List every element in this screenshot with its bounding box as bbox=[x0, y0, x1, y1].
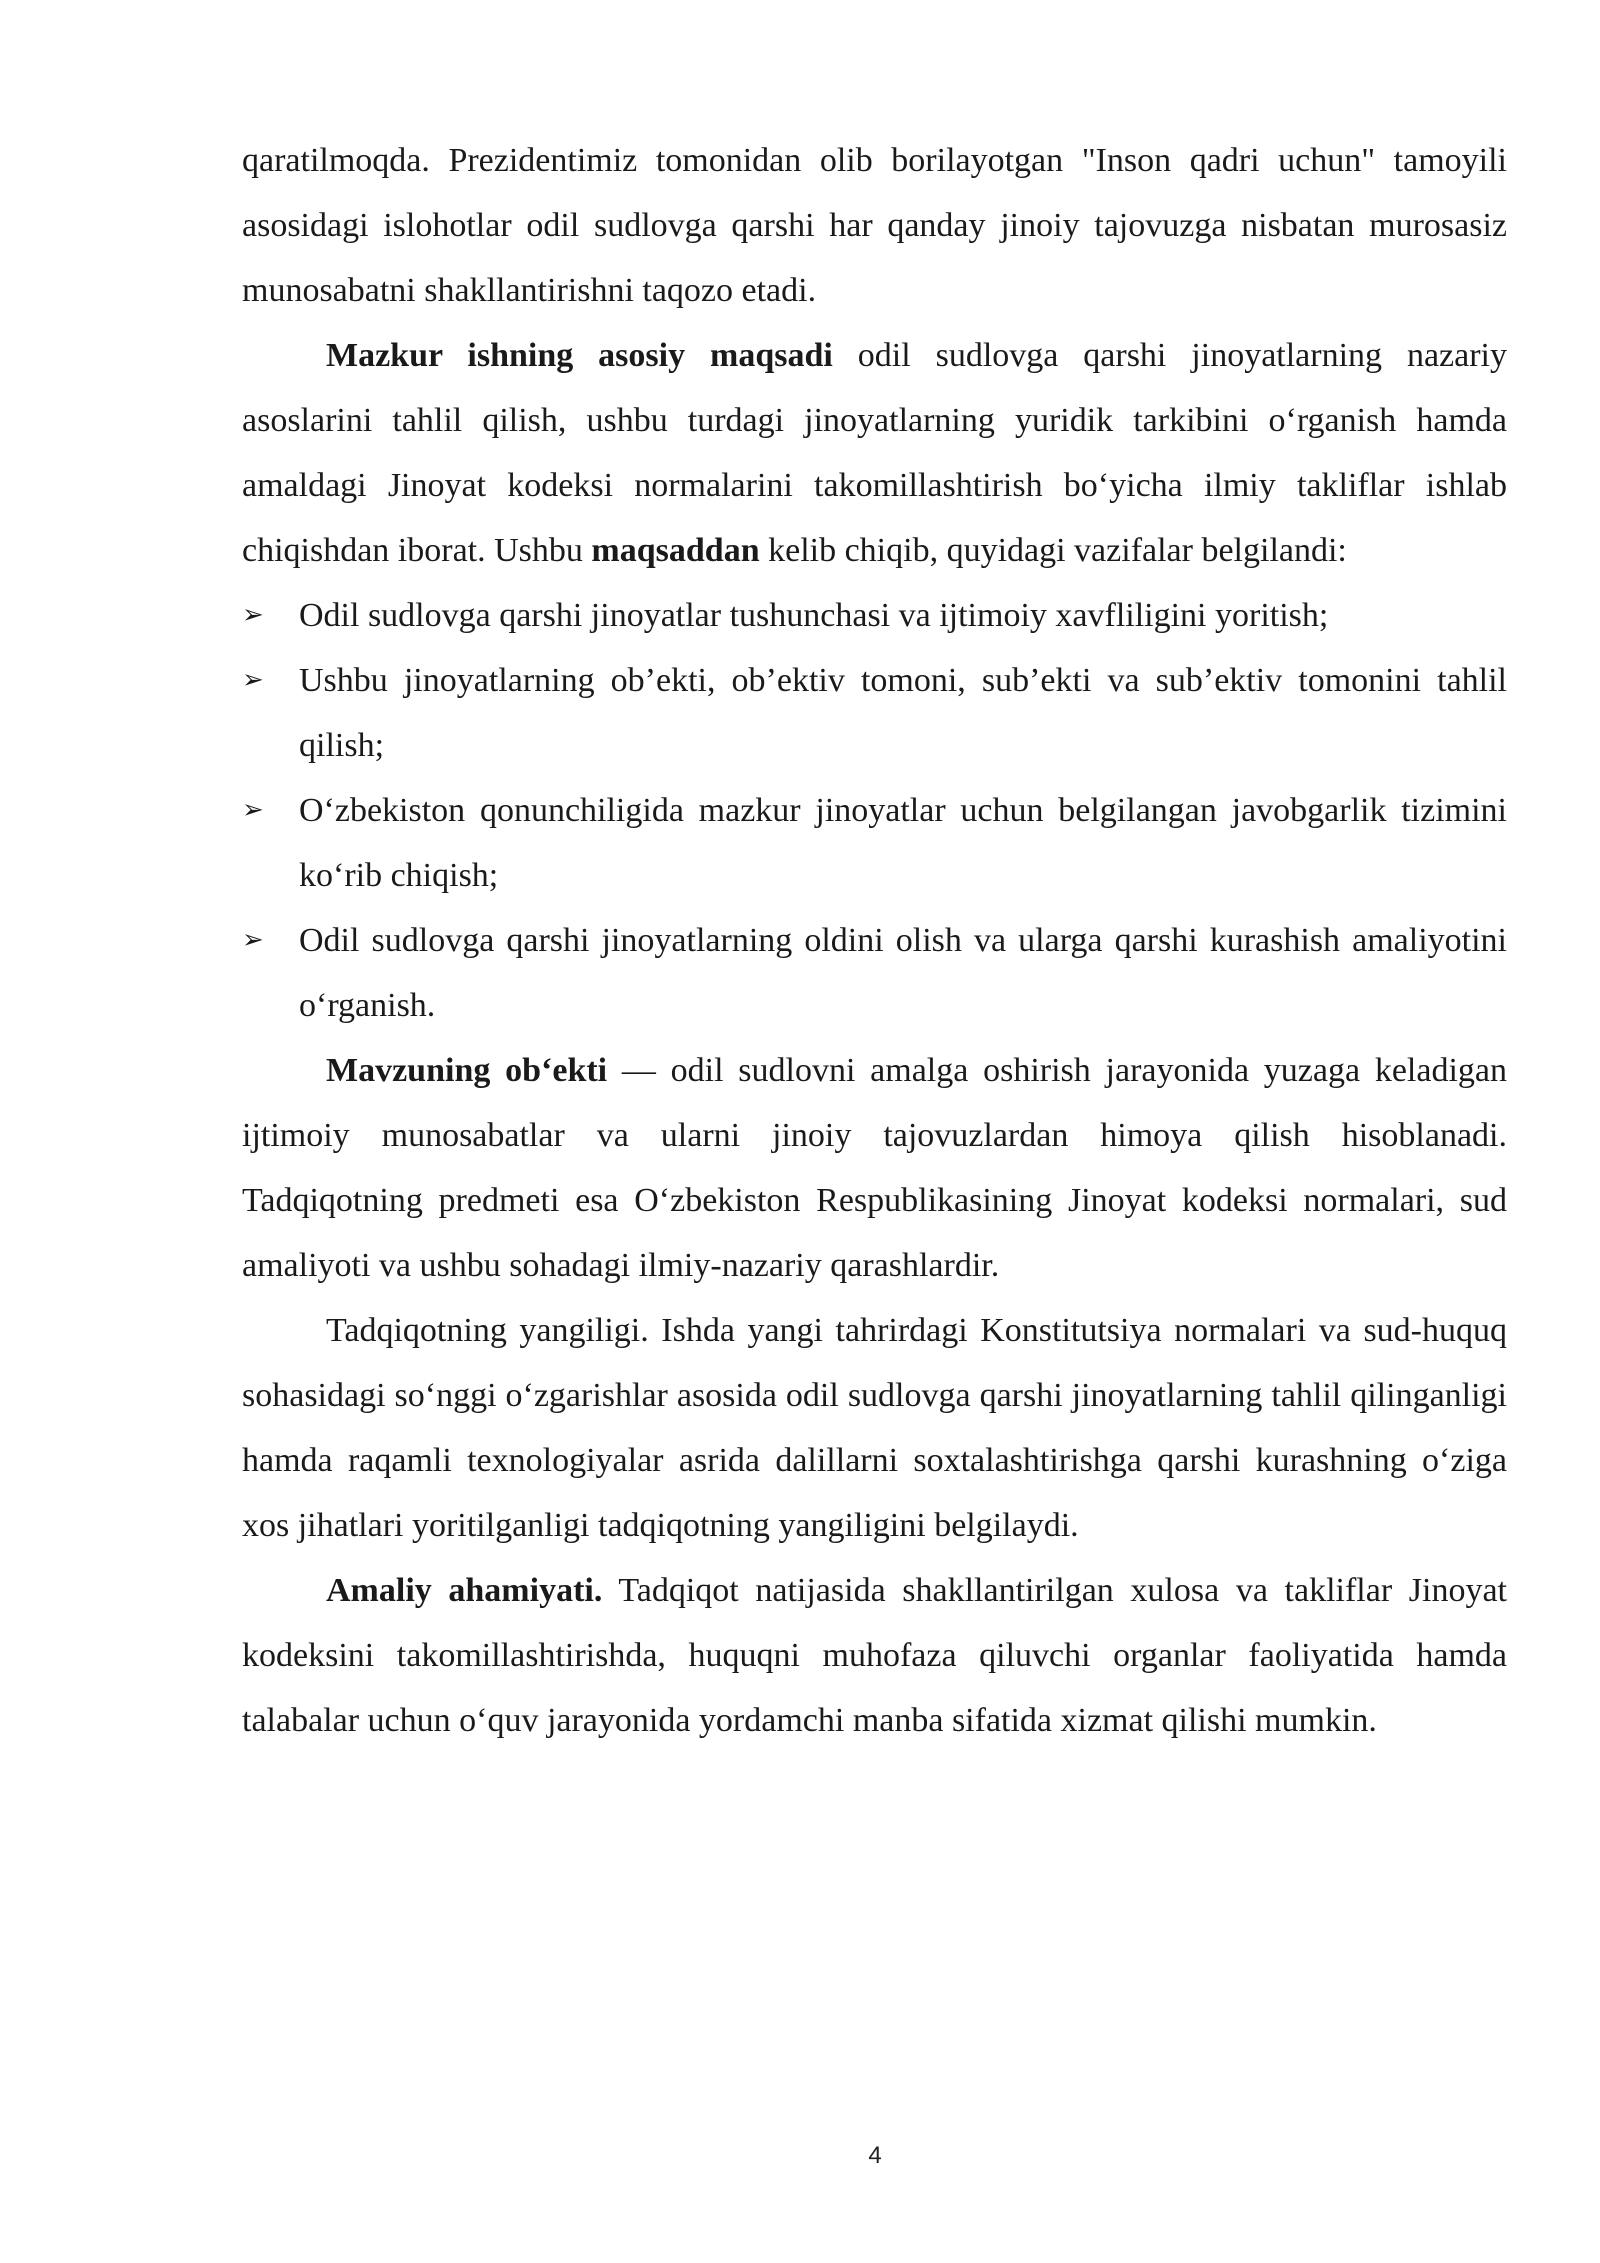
paragraph-intro-continuation: qaratilmoqda. Prezidentimiz tomonidan olib borilayotgan "Inson qadri uchun" tamoyili asosidagi islohotlar odil sudlovga qarshi har qanday jinoiy tajovuzga nisbatan murosasiz munosabatni shakllantirishni taqozo etadi. bbox=[242, 142, 1507, 309]
list-item-text: Odil sudlovga qarshi jinoyatlarning oldini olish va ularga qarshi kurashish amaliyotini o‘rganish. bbox=[299, 922, 1507, 1024]
list-item-text: O‘zbekiston qonunchiligida mazkur jinoyatlar uchun belgilangan javobgarlik tizimini ko‘rib chiqish; bbox=[299, 792, 1507, 894]
page-number: 4 bbox=[868, 2142, 882, 2169]
document-page bbox=[242, 128, 1507, 1753]
arrow-bullet-icon: ➢ bbox=[242, 795, 264, 825]
arrow-bullet-icon: ➢ bbox=[242, 925, 264, 955]
purpose-text-a: odil sudlovga qarshi jinoyatlarning nazariy asoslarini tahlil qilish, ushbu turdagi jinoyatlarning yuridik tarkibini o‘rganish hamda amaldagi Jinoyat kodeksi normalarini takomillashtirish bo‘yicha ilmiy takliflar ishlab chiqishdan iborat. Ushbu bbox=[242, 337, 1508, 569]
purpose-keyword: maqsaddan bbox=[591, 532, 760, 569]
arrow-bullet-icon: ➢ bbox=[242, 600, 264, 630]
purpose-heading: Mazkur ishning asosiy maqsadi bbox=[326, 337, 833, 374]
paragraph-novelty: Tadqiqotning yangiligi. Ishda yangi tahrirdagi Konstitutsiya normalari va sud-huquq sohasidagi so‘nggi o‘zgarishlar asosida odil sudlovga qarshi jinoyatlarning tahlil qilinganligi hamda raqamli texnologiyalar asrida dalillarni soxtalashtirishga qarshi kurashning o‘ziga xos jihatlari yoritilganligi tadqiqotning yangiligini belgilaydi. bbox=[242, 1312, 1507, 1544]
paragraph-object bbox=[242, 1038, 1507, 1298]
paragraph-practical-significance bbox=[242, 1558, 1507, 1753]
list-item bbox=[242, 583, 1507, 648]
tasks-list bbox=[242, 583, 1507, 1038]
practical-text: Tadqiqot natijasida shakllantirilgan xulosa va takliflar Jinoyat kodeksini takomillashtirishda, huquqni muhofaza qiluvchi organlar faoliyatida hamda talabalar uchun o‘quv jarayonida yordamchi manba sifatida xizmat qilishi mumkin. bbox=[242, 1572, 1507, 1739]
list-item bbox=[242, 908, 1507, 1038]
object-heading: Mavzuning ob‘ekti bbox=[326, 1052, 608, 1089]
list-item bbox=[242, 778, 1507, 908]
list-item-text: Odil sudlovga qarshi jinoyatlar tushunchasi va ijtimoiy xavfliligini yoritish; bbox=[299, 597, 1329, 634]
list-item-text: Ushbu jinoyatlarning ob’ekti, ob’ektiv tomoni, sub’ekti va sub’ektiv tomonini tahlil qilish; bbox=[299, 662, 1507, 764]
arrow-bullet-icon: ➢ bbox=[242, 665, 264, 695]
paragraph-purpose bbox=[242, 323, 1507, 583]
object-text: — odil sudlovni amalga oshirish jarayonida yuzaga keladigan ijtimoiy munosabatlar va ularni jinoiy tajovuzlardan himoya qilish hisoblanadi. Tadqiqotning predmeti esa O‘zbekiston Respublikasining Jinoyat kodeksi normalari, sud amaliyoti va ushbu sohadagi ilmiy-nazariy qarashlardir. bbox=[242, 1052, 1507, 1284]
practical-heading: Amaliy ahamiyati. bbox=[326, 1572, 603, 1609]
purpose-text-b: kelib chiqib, quyidagi vazifalar belgilandi: bbox=[759, 532, 1347, 569]
list-item bbox=[242, 648, 1507, 778]
